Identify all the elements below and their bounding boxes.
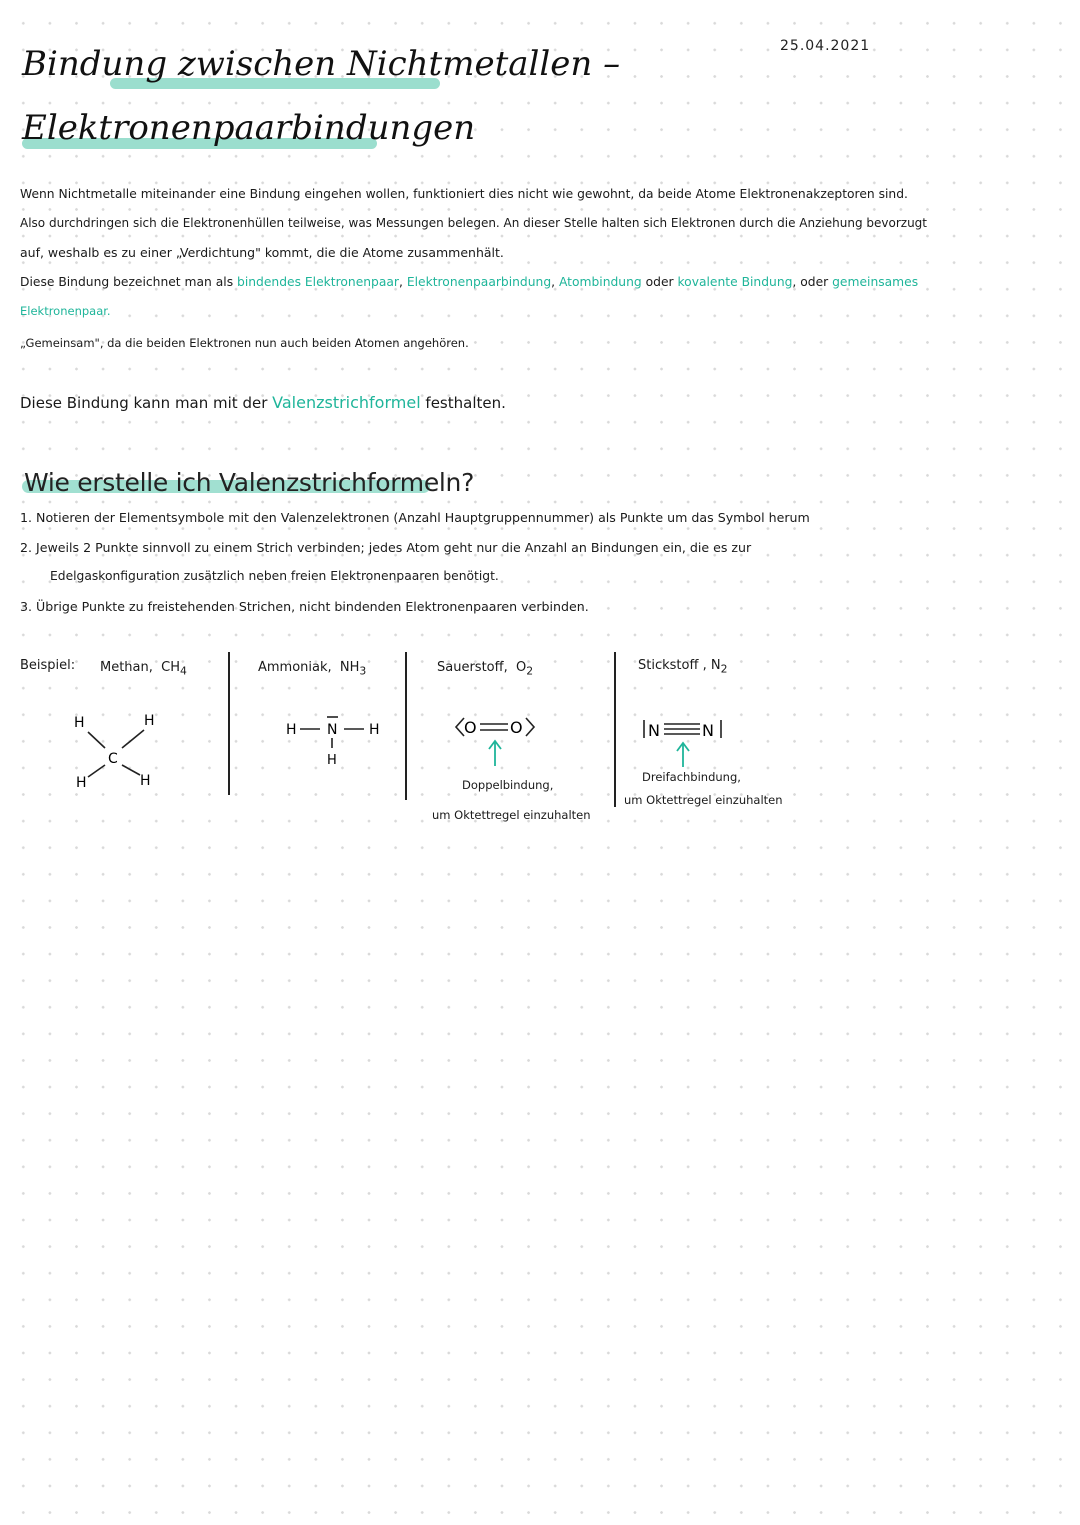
step-2: 2. Jeweils 2 Punkte sinnvoll zu einem Strich verbinden; jedes Atom geht nur die Anzahl an Bindungen ein, die es zur: [20, 540, 752, 555]
ammonia-h-1: H: [286, 722, 297, 738]
divider-3: [614, 652, 616, 807]
nitrogen-n-2: N: [702, 721, 714, 740]
ammoniak-label: Ammoniak, $NH_3$: [258, 660, 367, 678]
intro-line-3: auf, weshalb es zu einer „Verdichtung" kommt, die die Atome zusammenhält.: [20, 245, 504, 260]
methane-h-2: H: [144, 713, 155, 729]
oxygen-o-1: O: [464, 718, 477, 737]
ammonia-n: N: [327, 722, 338, 738]
nitrogen-structure: [640, 712, 750, 772]
stickstoff-label: Stickstoff , $N_2$: [638, 658, 728, 676]
term-bindendes-elektronenpaar: bindendes Elektronenpaar: [237, 275, 399, 289]
divider-1: [228, 652, 230, 795]
page-title-line1: Bindung zwischen Nichtmetallen –: [22, 44, 621, 84]
howto-heading: Wie erstelle ich Valenzstrichformeln?: [24, 468, 475, 497]
methan-label: Methan, $CH_4$: [100, 660, 187, 678]
methane-c: C: [108, 751, 118, 767]
nitrogen-note-2: um Oktettregel einzuhalten: [624, 793, 783, 807]
ammonia-h-2: H: [369, 722, 380, 738]
oxygen-structure: [450, 708, 550, 768]
oxygen-o-2: O: [510, 718, 523, 737]
ammonia-structure: [282, 712, 392, 772]
term-gemeinsames: gemeinsames: [832, 275, 919, 289]
step-3: 3. Übrige Punkte zu freistehenden Strichen, nicht bindenden Elektronenpaaren verbinden.: [20, 599, 589, 614]
methane-h-3: H: [76, 775, 87, 791]
divider-2: [405, 652, 407, 800]
page-title-line2: Elektronenpaarbindungen: [22, 108, 476, 148]
ammonia-h-3: H: [327, 753, 337, 768]
intro-line-2: Also durchdringen sich die Elektronenhüllen teilweise, was Messungen belegen. An dieser Stelle halten sich Elektronen durch die Anziehung bevorzugt: [20, 216, 927, 230]
nitrogen-n-1: N: [648, 721, 660, 740]
term-atombindung: Atombindung: [558, 275, 642, 289]
step-2-cont: Edelgaskonfiguration zusätzlich neben freien Elektronenpaaren benötigt.: [50, 569, 499, 583]
intro-text: Diese Bindung bezeichnet man als: [20, 275, 238, 289]
sauerstoff-label: Sauerstoff, $O_2$: [437, 660, 534, 678]
step-1: 1. Notieren der Elementsymbole mit den Valenzelektronen (Anzahl Hauptgruppennummer) als Punkte um das Symbol herum: [20, 510, 810, 525]
oxygen-note-2: um Oktettregel einzuhalten: [432, 808, 591, 822]
oxygen-note-1: Doppelbindung,: [462, 778, 554, 792]
intro-line-7: Diese Bindung kann man mit der Valenzstrichformel festhalten.: [20, 393, 506, 412]
term-elektronenpaar: Elektronenpaar.: [20, 304, 111, 318]
methane-h-4: H: [140, 773, 151, 789]
term-kovalente-bindung: kovalente Bindung: [677, 275, 793, 289]
intro-line-6: „Gemeinsam", da die beiden Elektronen nun auch beiden Atomen angehören.: [20, 336, 469, 350]
intro-line-1: Wenn Nichtmetalle miteinander eine Bindung eingehen wollen, funktioniert dies nicht wie gewohnt, da beide Atome Elektronenakzeptoren sind.: [20, 187, 908, 201]
methane-h-1: H: [74, 715, 85, 731]
methane-structure: [60, 705, 180, 795]
term-valenzstrichformel: Valenzstrichformel: [272, 393, 421, 412]
example-label: Beispiel:: [20, 658, 76, 673]
date: 25.04.2021: [780, 38, 871, 54]
nitrogen-note-1: Dreifachbindung,: [642, 770, 741, 784]
term-elektronenpaarbindung: Elektronenpaarbindung: [406, 275, 552, 289]
intro-line-4: Diese Bindung bezeichnet man als bindendes Elektronenpaar, Elektronenpaarbindung, Atombindung oder kovalente Bindung, oder gemeinsames: [20, 275, 919, 289]
